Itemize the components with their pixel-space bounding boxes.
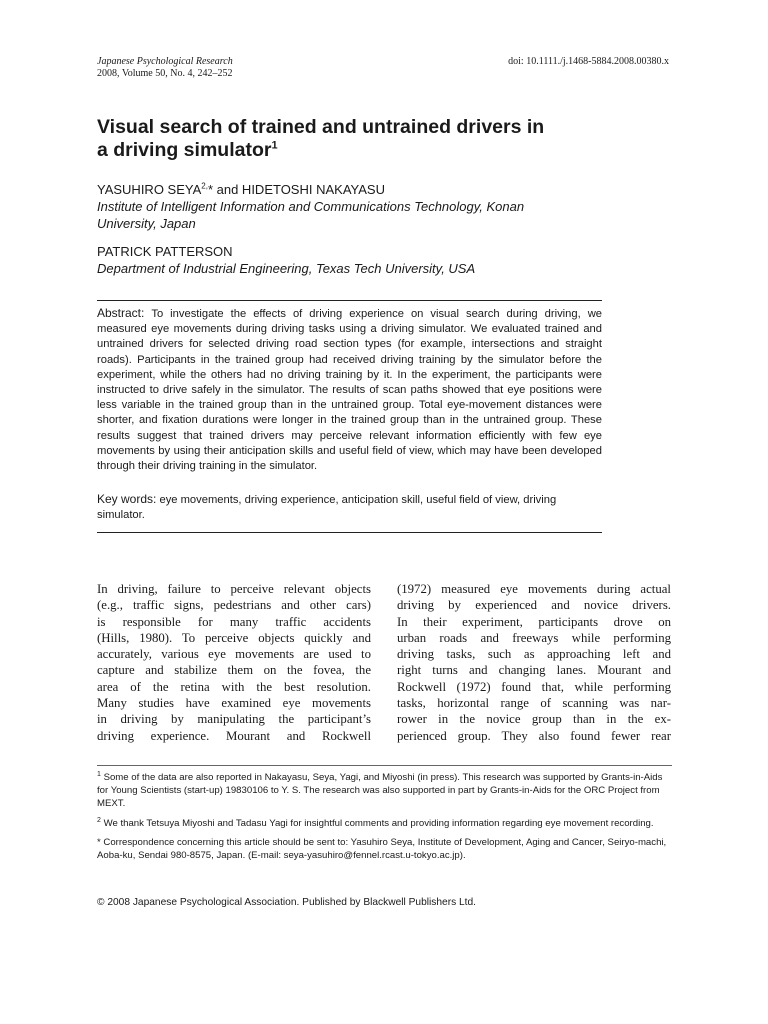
title-line-2-text: a driving simulator bbox=[97, 139, 272, 161]
author-corresponding-mark: * bbox=[207, 182, 214, 197]
volume-info: 2008, Volume 50, No. 4, 242–252 bbox=[97, 68, 233, 79]
keywords-text: eye movements, driving experience, anticipation skill, useful field of view, driving simulator. bbox=[97, 494, 557, 522]
body-line: capture and stabilize them on the fovea, the bbox=[97, 663, 371, 678]
body-line: accurately, various eye movements are used to bbox=[97, 647, 371, 662]
body-line: In driving, failure to perceive relevant objects bbox=[97, 582, 371, 596]
body-line: tasks, horizontal range of scanning was nar- bbox=[397, 696, 671, 711]
body-line: is responsible for many traffic accidents bbox=[97, 614, 371, 629]
author-name-seya: YASUHIRO SEYA bbox=[97, 182, 202, 197]
abstract bbox=[97, 306, 602, 474]
author-affil-marks: 2, bbox=[201, 181, 208, 191]
abstract-top-rule bbox=[97, 300, 602, 301]
body-line: right turns and changing lanes. Mourant and bbox=[397, 663, 671, 678]
body-column-1 bbox=[97, 581, 371, 744]
body-line: Many studies have examined eye movements bbox=[97, 696, 371, 711]
footnote-1-text: Some of the data are also reported in Nakayasu, Seya, Yagi, and Miyoshi (in press). This research was supported by Grants-in-Aids for Young Scientists (start-up) 19830106 to Y. S. The research was also supported in part by Grants-in-Aids for the ORC Project from MEXT. bbox=[97, 772, 663, 810]
affiliation-2: Department of Industrial Engineering, Texas Tech University, USA bbox=[97, 261, 476, 276]
body-line: In their experiment, participants drove on bbox=[397, 614, 671, 629]
affiliation-1-line-2: University, Japan bbox=[97, 216, 196, 231]
footnote-1-mark: 1 bbox=[97, 770, 101, 778]
title-footnote-mark: 1 bbox=[271, 139, 278, 152]
body-line: urban roads and freeways while performing bbox=[397, 630, 671, 645]
title-line-2 bbox=[97, 139, 617, 162]
body-line: perienced group. They also found fewer rear bbox=[397, 728, 671, 743]
abstract-text: To investigate the effects of driving experience on visual search during driving, we measured eye movements during driving tasks using a driving simulator. We evaluated trained and untrained drivers for selected driving road section types (for example, intersections and straight roads). Participants in the trained group had received driving training by the simulator before the experiment, while the others had no driving training by it. In the experiment, the participants were instructed to drive safely in the simulator. The results of scan paths showed that eye positions were less variable in the trained group than in the untrained group. Total eye-movement distances were shorter, and fixation durations were longer in the trained group than in the untrained group. These results suggest that trained drivers may perceive relevant information efficiently with few eye movements by using their anticipation skills and useful field of view, which may have been developed through their driving training in the simulator. bbox=[97, 308, 602, 473]
body-line: Rockwell (1972) found that, while performing bbox=[397, 679, 671, 694]
body-line: driving by experienced and novice drivers. bbox=[397, 598, 671, 613]
footnote-2 bbox=[97, 817, 672, 830]
affiliation-1-line-1: Institute of Intelligent Information and Communications Technology, Konan bbox=[97, 199, 525, 214]
body-line: driving tasks, such as approaching left and bbox=[397, 647, 671, 662]
body-line: rower in the novice group than in the ex- bbox=[397, 712, 671, 727]
body-line: in driving by manipulating the participant’s bbox=[97, 712, 371, 727]
body-line: area of the retina with the best resolution. bbox=[97, 679, 371, 694]
doi-text: doi: 10.1111./j.1468-5884.2008.00380.x bbox=[508, 56, 669, 67]
running-header-left bbox=[97, 56, 233, 80]
author-name-patterson: PATRICK PATTERSON bbox=[97, 244, 233, 259]
keywords-label: Key words: bbox=[97, 492, 157, 506]
footnote-2-mark: 2 bbox=[97, 816, 101, 824]
author-block-2 bbox=[97, 243, 607, 277]
footnotes bbox=[97, 771, 672, 868]
body-line: (Hills, 1980). To perceive objects quickly and bbox=[97, 630, 371, 645]
copyright-notice: © 2008 Japanese Psychological Association. Published by Blackwell Publishers Ltd. bbox=[97, 897, 477, 908]
footnote-rule bbox=[97, 765, 672, 766]
footnote-correspondence: * Correspondence concerning this article should be sent to: Yasuhiro Seya, Institute of Development, Aging and Cancer, Seiryo-machi, Aoba-ku, Sendai 980-8575, Japan. (E-mail: seya-yasuhiro@fennel.rcast.u-tokyo.ac.jp). bbox=[97, 836, 667, 862]
author-block-1 bbox=[97, 181, 607, 232]
footnote-2-text: We thank Tetsuya Miyoshi and Tadasu Yagi for insightful comments and providing information regarding eye movement recording. bbox=[100, 817, 654, 829]
footnote-1 bbox=[97, 771, 672, 811]
author-names-1 bbox=[97, 181, 607, 198]
body-line: (e.g., traffic signs, pedestrians and other cars) bbox=[97, 598, 371, 613]
body-line: driving experience. Mourant and Rockwell bbox=[97, 728, 371, 743]
body-line: (1972) measured eye movements during actual bbox=[397, 582, 671, 596]
abstract-bottom-rule bbox=[97, 532, 602, 533]
author-name-nakayasu: and HIDETOSHI NAKAYASU bbox=[213, 182, 385, 197]
journal-name: Japanese Psychological Research bbox=[97, 56, 233, 67]
title-line-1: Visual search of trained and untrained drivers in bbox=[97, 116, 545, 138]
keywords bbox=[97, 492, 602, 523]
article-title bbox=[97, 116, 617, 162]
body-column-2 bbox=[397, 581, 671, 744]
abstract-label: Abstract: bbox=[97, 306, 145, 320]
